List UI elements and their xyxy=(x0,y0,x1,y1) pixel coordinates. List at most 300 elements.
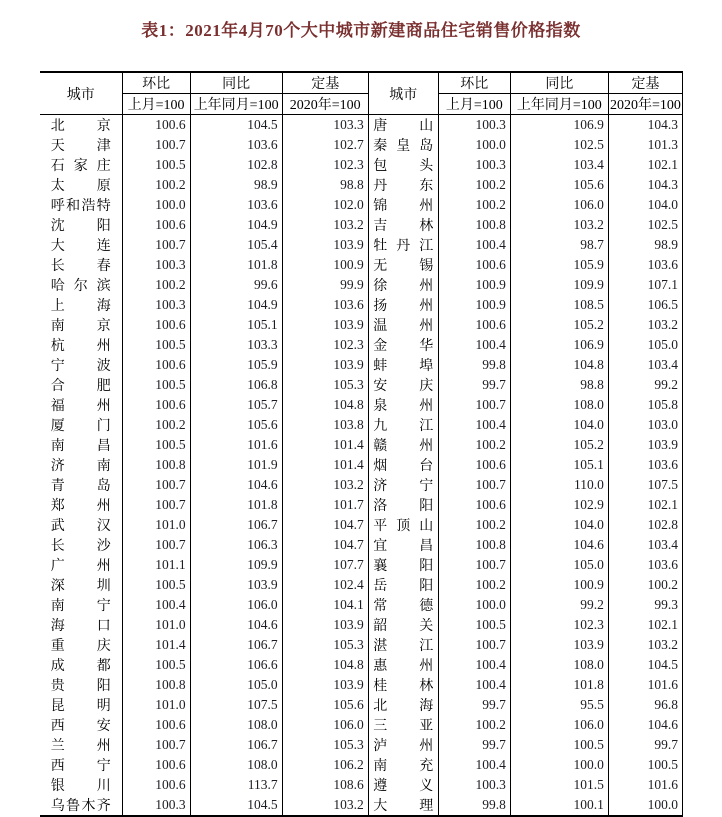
city-cell xyxy=(368,475,438,495)
city-cell xyxy=(368,515,438,535)
city-name: 大连 xyxy=(50,239,111,254)
fixed-base-value: 102.1 xyxy=(608,495,682,515)
city-name: 吉林 xyxy=(373,219,434,234)
mom-value: 100.2 xyxy=(122,415,190,435)
fixed-base-value: 102.0 xyxy=(282,195,368,215)
table-row xyxy=(40,555,683,575)
mom-value: 100.7 xyxy=(122,135,190,155)
mom-value: 100.7 xyxy=(438,395,510,415)
fixed-base-value: 103.9 xyxy=(282,235,368,255)
table-row xyxy=(40,495,683,515)
table-row xyxy=(40,215,683,235)
yoy-value: 103.2 xyxy=(510,215,608,235)
city-name: 太原 xyxy=(50,179,111,194)
yoy-value: 102.9 xyxy=(510,495,608,515)
fixed-base-value: 104.8 xyxy=(282,655,368,675)
city-cell xyxy=(40,755,122,775)
mom-value: 100.5 xyxy=(122,375,190,395)
city-name: 包头 xyxy=(373,159,434,174)
city-name: 西安 xyxy=(50,719,111,734)
city-name: 湛江 xyxy=(373,639,434,654)
yoy-value: 101.6 xyxy=(190,435,282,455)
table-row xyxy=(40,395,683,415)
yoy-value: 99.6 xyxy=(190,275,282,295)
city-name: 温州 xyxy=(373,319,434,334)
mom-value: 100.6 xyxy=(122,775,190,795)
city-name: 常德 xyxy=(373,599,434,614)
city-cell xyxy=(368,615,438,635)
city-name: 厦门 xyxy=(50,419,111,434)
yoy-value: 105.1 xyxy=(510,455,608,475)
city-name: 南昌 xyxy=(50,439,111,454)
fixed-base-value: 104.3 xyxy=(608,175,682,195)
fixed-base-value: 101.4 xyxy=(282,455,368,475)
city-cell xyxy=(40,195,122,215)
city-name: 惠州 xyxy=(373,659,434,674)
mom-value: 100.6 xyxy=(438,255,510,275)
city-name: 平顶山 xyxy=(373,519,434,534)
city-name: 唐山 xyxy=(373,119,434,134)
yoy-value: 106.7 xyxy=(190,635,282,655)
yoy-value: 105.0 xyxy=(510,555,608,575)
table-row xyxy=(40,335,683,355)
city-cell xyxy=(368,115,438,136)
fixed-base-value: 103.9 xyxy=(282,675,368,695)
header-yoy-base-right: 上年同月=100 xyxy=(510,94,608,115)
yoy-value: 100.5 xyxy=(510,735,608,755)
mom-value: 100.7 xyxy=(438,635,510,655)
city-cell xyxy=(368,415,438,435)
fixed-base-value: 102.4 xyxy=(282,575,368,595)
city-name: 重庆 xyxy=(50,639,111,654)
city-cell xyxy=(40,655,122,675)
yoy-value: 105.0 xyxy=(190,675,282,695)
fixed-base-value: 99.3 xyxy=(608,595,682,615)
city-cell xyxy=(40,395,122,415)
city-name: 济南 xyxy=(50,459,111,474)
page-title: 表1：2021年4月70个大中城市新建商品住宅销售价格指数 xyxy=(141,21,581,40)
price-index-table xyxy=(40,71,683,817)
fixed-base-value: 103.2 xyxy=(282,475,368,495)
header-city-right: 城市 xyxy=(368,72,438,115)
table-row xyxy=(40,175,683,195)
mom-value: 100.4 xyxy=(438,335,510,355)
mom-value: 101.4 xyxy=(122,635,190,655)
yoy-value: 98.9 xyxy=(190,175,282,195)
city-cell xyxy=(368,135,438,155)
yoy-value: 104.9 xyxy=(190,215,282,235)
mom-value: 99.8 xyxy=(438,355,510,375)
mom-value: 100.7 xyxy=(122,535,190,555)
mom-value: 100.5 xyxy=(122,435,190,455)
fixed-base-value: 107.7 xyxy=(282,555,368,575)
yoy-value: 103.9 xyxy=(190,575,282,595)
city-cell xyxy=(368,455,438,475)
table-row xyxy=(40,775,683,795)
city-cell xyxy=(40,775,122,795)
city-cell xyxy=(40,555,122,575)
city-cell xyxy=(368,295,438,315)
yoy-value: 105.4 xyxy=(190,235,282,255)
mom-value: 99.8 xyxy=(438,795,510,816)
fixed-base-value: 100.0 xyxy=(608,795,682,816)
mom-value: 100.7 xyxy=(122,235,190,255)
city-cell xyxy=(40,455,122,475)
mom-value: 100.6 xyxy=(122,215,190,235)
city-name: 福州 xyxy=(50,399,111,414)
fixed-base-value: 103.9 xyxy=(608,435,682,455)
yoy-value: 98.7 xyxy=(510,235,608,255)
city-cell xyxy=(368,735,438,755)
city-name: 海口 xyxy=(50,619,111,634)
table-row xyxy=(40,695,683,715)
table-row xyxy=(40,135,683,155)
city-cell xyxy=(40,635,122,655)
table-row xyxy=(40,355,683,375)
table-row xyxy=(40,795,683,816)
fixed-base-value: 103.0 xyxy=(608,415,682,435)
yoy-value: 104.5 xyxy=(190,795,282,816)
yoy-value: 106.7 xyxy=(190,735,282,755)
mom-value: 100.5 xyxy=(122,575,190,595)
table-row xyxy=(40,375,683,395)
fixed-base-value: 102.5 xyxy=(608,215,682,235)
city-name: 遵义 xyxy=(373,779,434,794)
mom-value: 100.3 xyxy=(438,155,510,175)
city-cell xyxy=(368,395,438,415)
fixed-base-value: 102.3 xyxy=(282,335,368,355)
mom-value: 100.3 xyxy=(438,115,510,136)
fixed-base-value: 105.3 xyxy=(282,375,368,395)
city-cell xyxy=(40,615,122,635)
table-row xyxy=(40,535,683,555)
fixed-base-value: 108.6 xyxy=(282,775,368,795)
fixed-base-value: 98.9 xyxy=(608,235,682,255)
city-cell xyxy=(368,695,438,715)
city-name: 成都 xyxy=(50,659,111,674)
city-cell xyxy=(40,355,122,375)
yoy-value: 105.7 xyxy=(190,395,282,415)
city-cell xyxy=(368,755,438,775)
fixed-base-value: 100.2 xyxy=(608,575,682,595)
yoy-value: 98.8 xyxy=(510,375,608,395)
city-name: 合肥 xyxy=(50,379,111,394)
mom-value: 100.4 xyxy=(438,755,510,775)
city-name: 韶关 xyxy=(373,619,434,634)
fixed-base-value: 103.2 xyxy=(608,635,682,655)
table-row xyxy=(40,715,683,735)
mom-value: 100.2 xyxy=(122,175,190,195)
fixed-base-value: 104.0 xyxy=(608,195,682,215)
table-row xyxy=(40,475,683,495)
city-name: 金华 xyxy=(373,339,434,354)
city-cell xyxy=(368,675,438,695)
yoy-value: 105.2 xyxy=(510,315,608,335)
mom-value: 100.6 xyxy=(122,715,190,735)
yoy-value: 113.7 xyxy=(190,775,282,795)
yoy-value: 109.9 xyxy=(510,275,608,295)
yoy-value: 107.5 xyxy=(190,695,282,715)
city-cell xyxy=(368,355,438,375)
yoy-value: 105.9 xyxy=(510,255,608,275)
city-name: 广州 xyxy=(50,559,111,574)
city-cell xyxy=(368,595,438,615)
mom-value: 100.2 xyxy=(438,715,510,735)
city-cell xyxy=(368,575,438,595)
mom-value: 100.8 xyxy=(122,675,190,695)
yoy-value: 100.0 xyxy=(510,755,608,775)
fixed-base-value: 101.7 xyxy=(282,495,368,515)
mom-value: 100.2 xyxy=(122,275,190,295)
city-name: 武汉 xyxy=(50,519,111,534)
city-name: 蚌埠 xyxy=(373,359,434,374)
city-cell xyxy=(40,215,122,235)
city-name: 岳阳 xyxy=(373,579,434,594)
city-cell xyxy=(40,435,122,455)
fixed-base-value: 104.7 xyxy=(282,515,368,535)
city-name: 三亚 xyxy=(373,719,434,734)
fixed-base-value: 103.8 xyxy=(282,415,368,435)
city-name: 青岛 xyxy=(50,479,111,494)
city-name: 大理 xyxy=(373,799,434,814)
yoy-value: 106.3 xyxy=(190,535,282,555)
city-cell xyxy=(368,795,438,816)
mom-value: 100.3 xyxy=(122,255,190,275)
table-row xyxy=(40,275,683,295)
yoy-value: 101.5 xyxy=(510,775,608,795)
city-name: 北京 xyxy=(50,119,111,134)
city-name: 桂林 xyxy=(373,679,434,694)
yoy-value: 103.9 xyxy=(510,635,608,655)
city-cell xyxy=(40,535,122,555)
fixed-base-value: 101.3 xyxy=(608,135,682,155)
mom-value: 99.7 xyxy=(438,735,510,755)
header-mom-base-left: 上月=100 xyxy=(122,94,190,115)
table-row xyxy=(40,155,683,175)
table-row xyxy=(40,735,683,755)
fixed-base-value: 103.6 xyxy=(282,295,368,315)
yoy-value: 105.2 xyxy=(510,435,608,455)
city-cell xyxy=(368,275,438,295)
yoy-value: 100.1 xyxy=(510,795,608,816)
city-cell xyxy=(368,555,438,575)
mom-value: 100.7 xyxy=(438,475,510,495)
table-row xyxy=(40,115,683,136)
city-cell xyxy=(368,155,438,175)
yoy-value: 100.9 xyxy=(510,575,608,595)
city-cell xyxy=(40,415,122,435)
fixed-base-value: 103.4 xyxy=(608,355,682,375)
mom-value: 100.0 xyxy=(438,595,510,615)
mom-value: 100.8 xyxy=(438,215,510,235)
mom-value: 100.6 xyxy=(122,395,190,415)
mom-value: 100.3 xyxy=(122,795,190,816)
city-cell xyxy=(40,715,122,735)
header-mom-base-right: 上月=100 xyxy=(438,94,510,115)
city-name: 南京 xyxy=(50,319,111,334)
yoy-value: 103.6 xyxy=(190,135,282,155)
city-cell xyxy=(368,175,438,195)
city-cell xyxy=(40,475,122,495)
mom-value: 100.0 xyxy=(438,135,510,155)
city-name: 丹东 xyxy=(373,179,434,194)
yoy-value: 105.9 xyxy=(190,355,282,375)
yoy-value: 105.1 xyxy=(190,315,282,335)
fixed-base-value: 103.9 xyxy=(282,615,368,635)
city-cell xyxy=(40,155,122,175)
mom-value: 100.7 xyxy=(122,475,190,495)
table-row xyxy=(40,755,683,775)
mom-value: 101.0 xyxy=(122,695,190,715)
fixed-base-value: 105.3 xyxy=(282,635,368,655)
yoy-value: 109.9 xyxy=(190,555,282,575)
city-name: 乌鲁木齐 xyxy=(50,799,111,814)
city-name: 呼和浩特 xyxy=(50,199,111,214)
city-name: 深圳 xyxy=(50,579,111,594)
fixed-base-value: 103.6 xyxy=(608,555,682,575)
city-name: 石家庄 xyxy=(50,159,111,174)
mom-value: 100.7 xyxy=(438,555,510,575)
fixed-base-value: 104.5 xyxy=(608,655,682,675)
fixed-base-value: 107.5 xyxy=(608,475,682,495)
yoy-value: 101.8 xyxy=(190,255,282,275)
fixed-base-value: 106.5 xyxy=(608,295,682,315)
city-cell xyxy=(368,255,438,275)
fixed-base-value: 103.3 xyxy=(282,115,368,136)
city-name: 济宁 xyxy=(373,479,434,494)
yoy-value: 110.0 xyxy=(510,475,608,495)
city-cell xyxy=(368,435,438,455)
fixed-base-value: 102.7 xyxy=(282,135,368,155)
yoy-value: 102.3 xyxy=(510,615,608,635)
yoy-value: 106.6 xyxy=(190,655,282,675)
table-row xyxy=(40,455,683,475)
table-row xyxy=(40,255,683,275)
yoy-value: 104.6 xyxy=(510,535,608,555)
fixed-base-value: 101.6 xyxy=(608,675,682,695)
fixed-base-value: 98.8 xyxy=(282,175,368,195)
header-fixed-base-left: 2020年=100 xyxy=(282,94,368,115)
city-name: 昆明 xyxy=(50,699,111,714)
yoy-value: 105.6 xyxy=(190,415,282,435)
mom-value: 100.7 xyxy=(122,495,190,515)
yoy-value: 104.6 xyxy=(190,475,282,495)
city-name: 天津 xyxy=(50,139,111,154)
city-name: 秦皇岛 xyxy=(373,139,434,154)
yoy-value: 106.9 xyxy=(510,115,608,136)
yoy-value: 108.0 xyxy=(190,715,282,735)
yoy-value: 101.9 xyxy=(190,455,282,475)
fixed-base-value: 103.2 xyxy=(282,795,368,816)
yoy-value: 103.3 xyxy=(190,335,282,355)
table-row xyxy=(40,675,683,695)
table-row xyxy=(40,415,683,435)
city-cell xyxy=(40,315,122,335)
mom-value: 100.9 xyxy=(438,275,510,295)
yoy-value: 99.2 xyxy=(510,595,608,615)
fixed-base-value: 104.7 xyxy=(282,535,368,555)
fixed-base-value: 107.1 xyxy=(608,275,682,295)
yoy-value: 108.5 xyxy=(510,295,608,315)
mom-value: 100.4 xyxy=(122,595,190,615)
city-name: 长春 xyxy=(50,259,111,274)
fixed-base-value: 105.3 xyxy=(282,735,368,755)
city-name: 泉州 xyxy=(373,399,434,414)
city-name: 安庆 xyxy=(373,379,434,394)
city-name: 扬州 xyxy=(373,299,434,314)
city-name: 牡丹江 xyxy=(373,239,434,254)
city-name: 长沙 xyxy=(50,539,111,554)
yoy-value: 104.0 xyxy=(510,515,608,535)
fixed-base-value: 99.7 xyxy=(608,735,682,755)
city-cell xyxy=(40,515,122,535)
yoy-value: 106.0 xyxy=(510,715,608,735)
city-cell xyxy=(40,115,122,136)
fixed-base-value: 105.6 xyxy=(282,695,368,715)
city-name: 烟台 xyxy=(373,459,434,474)
yoy-value: 106.8 xyxy=(190,375,282,395)
city-name: 襄阳 xyxy=(373,559,434,574)
mom-value: 100.2 xyxy=(438,435,510,455)
fixed-base-value: 104.6 xyxy=(608,715,682,735)
fixed-base-value: 103.4 xyxy=(608,535,682,555)
yoy-value: 106.0 xyxy=(510,195,608,215)
fixed-base-value: 105.0 xyxy=(608,335,682,355)
yoy-value: 104.5 xyxy=(190,115,282,136)
yoy-value: 106.0 xyxy=(190,595,282,615)
city-cell xyxy=(40,595,122,615)
city-name: 南宁 xyxy=(50,599,111,614)
mom-value: 100.7 xyxy=(122,735,190,755)
city-name: 贵阳 xyxy=(50,679,111,694)
table-row xyxy=(40,435,683,455)
table-row xyxy=(40,315,683,335)
city-name: 杭州 xyxy=(50,339,111,354)
mom-value: 100.3 xyxy=(122,295,190,315)
mom-value: 100.0 xyxy=(122,195,190,215)
city-cell xyxy=(40,375,122,395)
fixed-base-value: 104.8 xyxy=(282,395,368,415)
city-name: 宁波 xyxy=(50,359,111,374)
city-name: 西宁 xyxy=(50,759,111,774)
fixed-base-value: 102.3 xyxy=(282,155,368,175)
mom-value: 100.3 xyxy=(438,775,510,795)
yoy-value: 105.6 xyxy=(510,175,608,195)
header-fixed-base-right: 2020年=100 xyxy=(608,94,682,115)
mom-value: 100.5 xyxy=(122,655,190,675)
city-cell xyxy=(40,695,122,715)
mom-value: 100.6 xyxy=(438,455,510,475)
fixed-base-value: 103.6 xyxy=(608,255,682,275)
mom-value: 100.5 xyxy=(438,615,510,635)
yoy-value: 101.8 xyxy=(510,675,608,695)
city-name: 无锡 xyxy=(373,259,434,274)
header-yoy-left: 同比 xyxy=(190,72,282,94)
city-name: 哈尔滨 xyxy=(50,279,111,294)
city-name: 银川 xyxy=(50,779,111,794)
city-cell xyxy=(368,335,438,355)
table-row xyxy=(40,635,683,655)
city-name: 九江 xyxy=(373,419,434,434)
header-mom-right: 环比 xyxy=(438,72,510,94)
table-row xyxy=(40,655,683,675)
city-cell xyxy=(40,255,122,275)
table-row xyxy=(40,295,683,315)
header-city-left: 城市 xyxy=(40,72,122,115)
fixed-base-value: 103.9 xyxy=(282,355,368,375)
city-cell xyxy=(368,195,438,215)
city-cell xyxy=(368,715,438,735)
